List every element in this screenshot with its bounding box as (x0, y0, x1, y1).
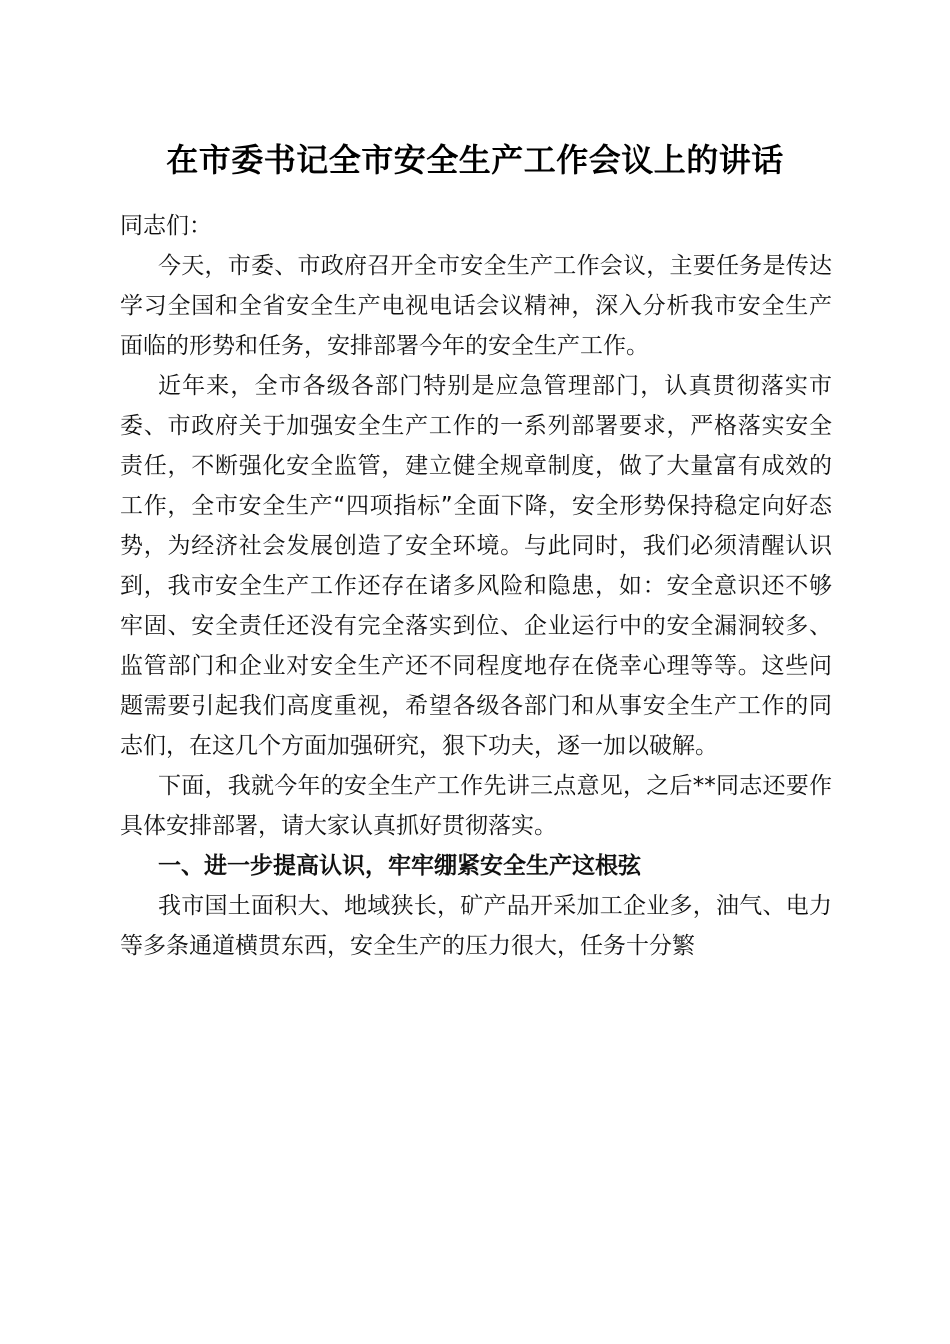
document-title: 在市委书记全市安全生产工作会议上的讲话 (166, 141, 784, 179)
paragraph-situation: 近年来，全市各级各部门特别是应急管理部门，认真贯彻落实市委、市政府关于加强安全生产工作的一系列部署要求，严格落实安全责任，不断强化安全监管，建立健全规章制度，做了大量富有成效的工作，全市安全生产“四项指标”全面下降，安全形势保持稳定向好态势，为经济社会发展创造了安全环境。与此同时，我们必须清醒认识到，我市安全生产工作还存在诸多风险和隐患，如：安全意识还不够牢固、安全责任还没有完全落实到位、企业运行中的安全漏洞较多、监管部门和企业对安全生产还不同程度地存在侥幸心理等等。这些问题需要引起我们高度重视，希望各级各部门和从事安全生产工作的同志们，在这几个方面加强研究，狠下功夫，逐一加以破解。 (120, 373, 832, 759)
paragraph-outline: 下面，我就今年的安全生产工作先讲三点意见，之后**同志还要作具体安排部署，请大家认真抓好贯彻落实。 (120, 773, 832, 839)
paragraph-intro: 今天，市委、市政府召开全市安全生产工作会议，主要任务是传达学习全国和全省安全生产电视电话会议精神，深入分析我市安全生产面临的形势和任务，安排部署今年的安全生产工作。 (120, 253, 832, 359)
paragraph-section-one: 我市国土面积大、地域狭长，矿产品开采加工企业多，油气、电力等多条通道横贯东西，安全生产的压力很大，任务十分繁 (120, 893, 832, 959)
salutation: 同志们： (120, 213, 212, 239)
document-body (120, 206, 832, 966)
section-heading: 一、进一步提高认识，牢牢绷紧安全生产这根弦 (158, 853, 641, 879)
